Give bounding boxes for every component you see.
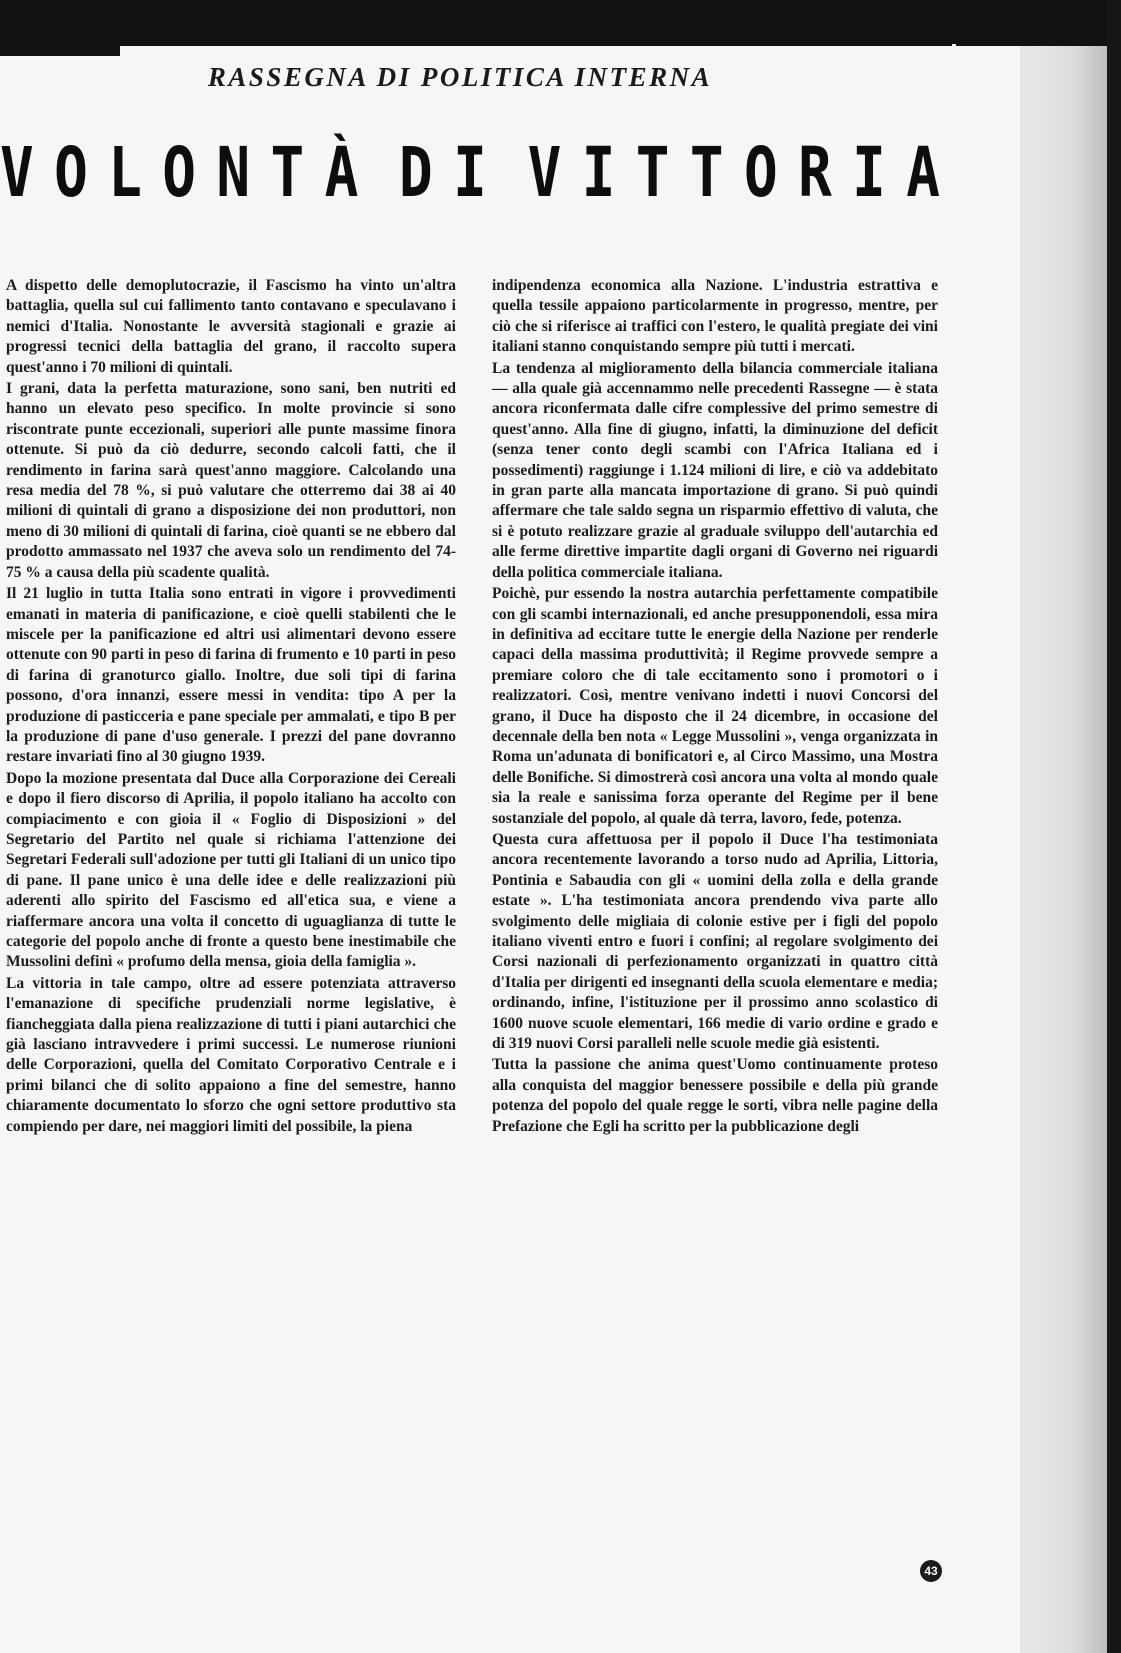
title-letter: N: [216, 133, 251, 213]
scan-speck: [952, 44, 956, 48]
page-title: [0, 124, 940, 222]
article-paragraph: Il 21 luglio in tutta Italia sono entrati in vigore i provvedimenti emanati in materia di panificazione, e cioè quelli stabilenti che le miscele per la panificazione ed altri usi alimentari devono essere ottenute con 90 parti in peso di farina di frumento e 10 parti in peso di farina di granoturco giallo. Inoltre, due soli tipi di farina possono, d'ora innanzi, essere messi in vendita: tipo A per la produzione di pasticceria e pane speciale per ammalati, e tipo B per la produzione di pane d'uso generale. I prezzi del pane dovranno restare invariati fino al 30 giugno 1939.: [6, 585, 456, 766]
title-letter: O: [162, 133, 196, 213]
title-letter: I: [581, 133, 616, 213]
article-paragraph: A dispetto delle demoplutocrazie, il Fascismo ha vinto un'altra battaglia, quella sul cui fallimento tanto contavano e speculavano i nemici d'Italia. Nonostante le avversità stagionali e grazie ai progressi tecnici della battaglia del grano, il raccolto supera quest'anno i 70 milioni di quintali.: [6, 277, 456, 376]
scan-top-border-notch: [0, 46, 120, 56]
section-rubric: RASSEGNA DI POLITICA INTERNA: [207, 62, 713, 92]
title-letter: D: [399, 133, 433, 213]
title-letter: I: [852, 133, 886, 213]
title-letter: T: [689, 133, 724, 213]
title-letter: L: [108, 133, 142, 213]
article-paragraph: La vittoria in tale campo, oltre ad essere potenziata attraverso l'emanazione di specifiche prudenziali norme legislative, è fiancheggiata dalla piena realizzazione di tutti i piani autarchici che già lasciano intravvedere i primi successi. Le numerose riunioni delle Corporazioni, quella del Comitato Corporativo Centrale e i primi bilanci che di solito appaiono a fine del semestre, hanno chiaramente documentato lo sforzo che ogni settore produttivo sta compiendo per dare, nei maggiori limiti del possibile, la piena: [6, 974, 456, 1135]
article-paragraph: Questa cura affettuosa per il popolo il Duce l'ha testimoniata ancora recentemente lavorando a torso nudo ad Aprilia, Littoria, Pontinia e Sabaudia con gli « uomini della zolla e della grande estate ». L'ha testimoniata ancora prendendo viva parte allo svolgimento delle migliaia di colonie estive per i figli del popolo italiano viventi entro e fuori i confini; al regolare svolgimento dei Corsi nazionali di perfezionamento organizzati in quattro città d'Italia per dirigenti ed insegnanti della scuola elementare e media; ordinando, infine, l'istituzione per il prossimo anno scolastico di 1600 nuove scuole elementari, 166 medie di vario ordine e grado e di 319 nuovi Corsi paralleli nelle scuole medie già esistenti.: [492, 830, 938, 1053]
scan-right-border: [1107, 0, 1121, 1653]
article-column-left: [6, 276, 456, 1138]
article-paragraph: I grani, data la perfetta maturazione, sono sani, ben nutriti ed hanno un elevato peso specifico. In molte provincie si sono riscontrate punte eccezionali, superiori alle punte massime finora ottenute. Si può da ciò dedurre, secondo calcoli fatti, che il rendimento in farina sarà quest'anno maggiore. Calcolando una resa media del 78 %, si può valutare che otterremo dai 38 ai 40 milioni di quintali di grano a disposizione dei non produttori, non meno di 30 milioni di quintali di farina, cioè quanti se ne ebbero dal prodotto ammassato nel 1937 che aveva solo un rendimento del 74-75 % a causa della più scadente qualità.: [6, 380, 456, 581]
title-letter: O: [743, 133, 778, 213]
binding-shadow: [1037, 46, 1107, 1653]
article-paragraph: Dopo la mozione presentata dal Duce alla Corporazione dei Cereali e dopo il fiero discorso di Aprilia, il popolo italiano ha accolto con compiacimento e con gioia il « Foglio di Disposizioni » del Segretario del Partito nel quale si richiama l'attenzione dei Segretari Federali sull'adozione per tutti gli Italiani di un unico tipo di pane. Il pane unico è una delle idee e delle realizzazioni più aderenti allo spirito del Fascismo ed all'etica sua, e viene a riaffermare ancora una volta il concetto di uguaglianza di tutte le categorie del popolo anche di fronte a questo bene inestimabile che Mussolini definì « profumo della mensa, gioia della famiglia ».: [6, 769, 456, 971]
title-letter: À: [324, 133, 359, 213]
article-paragraph: La tendenza al miglioramento della bilancia commerciale italiana — alla quale già accennammo nelle precedenti Rassegne — è stata ancora riconfermata dalle cifre complessive del primo semestre di quest'anno. Alla fine di giugno, infatti, la diminuzione del deficit (senza tener conto degli scambi con l'Africa Italiana ed i possedimenti) raggiunge i 1.124 milioni di lire, e ciò va addebitato in gran parte alla mancata importazione di grano. Si può quindi affermare che tale saldo segna un risparmio effettivo di valuta, che si è potuto realizzare grazie al graduale sviluppo dell'autarchia ed alle ferme direttive impartite dagli organi di Governo nei riguardi della politica commerciale italiana.: [492, 359, 938, 581]
article-column-right: [492, 276, 938, 1138]
page-number: 43: [920, 1560, 942, 1582]
scan-top-border: [0, 0, 1121, 46]
title-letter: I: [453, 133, 487, 213]
title-letter: O: [54, 133, 88, 213]
title-letter: A: [906, 133, 940, 213]
title-letter: V: [0, 133, 34, 213]
title-letter: T: [635, 133, 670, 213]
title-letter: R: [798, 133, 832, 213]
title-letter: V: [527, 133, 562, 213]
article-paragraph: Tutta la passione che anima quest'Uomo continuamente proteso alla conquista del maggior benessere possibile e della più grande potenza del popolo del quale regge le sorti, vibra nelle pagine della Prefazione che Egli ha scritto per la pubblicazione degli: [492, 1056, 938, 1135]
title-letter: T: [270, 133, 305, 213]
article-paragraph: Poichè, pur essendo la nostra autarchia perfettamente compatibile con gli scambi internazionali, ed anche presupponendoli, essa mira in definitiva ad eccitare tutte le energie della Nazione per renderle capaci della massima produttività; il Regime provvede sempre a premiare coloro che di tale eccitamento sono i promotori o i realizzatori. Così, mentre venivano indetti i nuovi Concorsi del grano, il Duce ha disposto che il 24 dicembre, in occasione del decennale della ben nota « Legge Mussolini », venga organizzata in Roma un'adunata di bonificatori e, al Circo Massimo, una Mostra delle Bonifiche. Si dimostrerà così ancora una volta al mondo quale sia la reale e sanissima forza operante del Regime per il bene sostanziale del popolo, al quale dà terra, lavoro, fede, potenza.: [492, 585, 938, 827]
article-paragraph: indipendenza economica alla Nazione. L'industria estrattiva e quella tessile appaiono particolarmente in progresso, mentre, per ciò che si riferisce ai traffici con l'estero, le qualità pregiate dei vini italiani stanno conquistando sempre più tutti i mercati.: [492, 277, 938, 356]
